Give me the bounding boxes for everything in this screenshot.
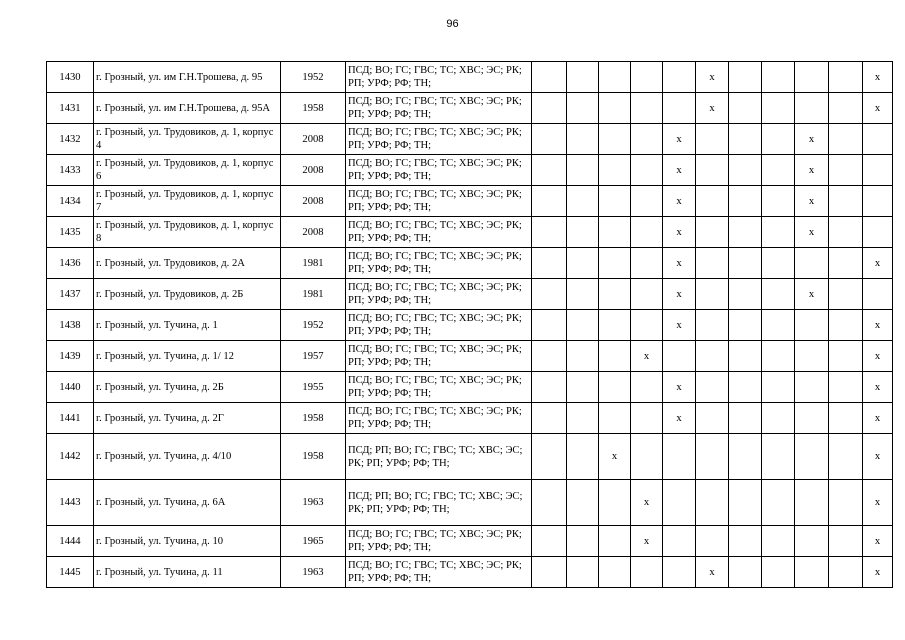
works-list-cell: ПСД; ВО; ГС; ГВС; ТС; ХВС; ЭС; РК; РП; УРФ; РФ; ТН; xyxy=(346,557,532,588)
mark-cell xyxy=(599,217,631,248)
table-row xyxy=(47,403,893,434)
mark-cell xyxy=(762,93,795,124)
mark-cell xyxy=(729,217,762,248)
page-number: 96 xyxy=(446,18,459,30)
mark-cell: x xyxy=(696,62,729,93)
mark-cell xyxy=(696,310,729,341)
address-cell: г. Грозный, ул. Трудовиков, д. 1, корпус 7 xyxy=(94,186,281,217)
works-list-cell: ПСД; ВО; ГС; ГВС; ТС; ХВС; ЭС; РК; РП; УРФ; РФ; ТН; xyxy=(346,124,532,155)
mark-cell xyxy=(795,310,829,341)
mark-cell xyxy=(795,403,829,434)
table-row xyxy=(47,155,893,186)
mark-cell xyxy=(663,480,696,526)
mark-cell xyxy=(729,557,762,588)
mark-cell xyxy=(829,217,863,248)
mark-cell: x xyxy=(863,557,893,588)
mark-cell xyxy=(829,155,863,186)
year-cell: 1952 xyxy=(281,310,346,341)
mark-cell: x xyxy=(863,310,893,341)
table-row xyxy=(47,526,893,557)
mark-cell xyxy=(829,93,863,124)
table-row xyxy=(47,434,893,480)
mark-cell: x xyxy=(663,279,696,310)
table-row xyxy=(47,372,893,403)
mark-cell: x xyxy=(863,62,893,93)
mark-cell xyxy=(696,217,729,248)
mark-cell xyxy=(663,62,696,93)
mark-cell xyxy=(795,480,829,526)
year-cell: 1963 xyxy=(281,480,346,526)
year-cell: 1958 xyxy=(281,403,346,434)
mark-cell xyxy=(599,155,631,186)
mark-cell xyxy=(729,403,762,434)
works-list-cell: ПСД; ВО; ГС; ГВС; ТС; ХВС; ЭС; РК; РП; УРФ; РФ; ТН; xyxy=(346,372,532,403)
mark-cell: x xyxy=(663,248,696,279)
mark-cell xyxy=(762,186,795,217)
mark-cell xyxy=(729,434,762,480)
mark-cell xyxy=(631,217,663,248)
mark-cell xyxy=(599,403,631,434)
mark-cell: x xyxy=(696,557,729,588)
table-row xyxy=(47,248,893,279)
mark-cell: x xyxy=(696,93,729,124)
row-number-cell: 1440 xyxy=(47,372,94,403)
mark-cell: x xyxy=(863,372,893,403)
mark-cell xyxy=(863,217,893,248)
mark-cell xyxy=(532,124,567,155)
mark-cell xyxy=(532,310,567,341)
works-list-cell: ПСД; ВО; ГС; ГВС; ТС; ХВС; ЭС; РК; РП; УРФ; РФ; ТН; xyxy=(346,93,532,124)
row-number-cell: 1433 xyxy=(47,155,94,186)
mark-cell xyxy=(663,557,696,588)
year-cell: 2008 xyxy=(281,186,346,217)
mark-cell: x xyxy=(663,372,696,403)
mark-cell xyxy=(829,557,863,588)
mark-cell xyxy=(795,557,829,588)
row-number-cell: 1445 xyxy=(47,557,94,588)
mark-cell: x xyxy=(663,124,696,155)
mark-cell: x xyxy=(863,434,893,480)
mark-cell xyxy=(663,93,696,124)
address-cell: г. Грозный, ул. Тучина, д. 10 xyxy=(94,526,281,557)
address-cell: г. Грозный, ул. Тучина, д. 1/ 12 xyxy=(94,341,281,372)
year-cell: 1965 xyxy=(281,526,346,557)
mark-cell: x xyxy=(863,526,893,557)
mark-cell xyxy=(532,372,567,403)
table-row xyxy=(47,480,893,526)
mark-cell xyxy=(795,526,829,557)
mark-cell xyxy=(829,341,863,372)
works-list-cell: ПСД; ВО; ГС; ГВС; ТС; ХВС; ЭС; РК; РП; УРФ; РФ; ТН; xyxy=(346,310,532,341)
year-cell: 2008 xyxy=(281,217,346,248)
mark-cell xyxy=(762,279,795,310)
mark-cell xyxy=(631,62,663,93)
mark-cell xyxy=(696,155,729,186)
mark-cell: x xyxy=(795,124,829,155)
row-number-cell: 1435 xyxy=(47,217,94,248)
table-row xyxy=(47,557,893,588)
mark-cell xyxy=(599,279,631,310)
mark-cell xyxy=(532,279,567,310)
mark-cell xyxy=(762,403,795,434)
mark-cell xyxy=(631,434,663,480)
mark-cell xyxy=(762,434,795,480)
mark-cell xyxy=(567,434,599,480)
mark-cell xyxy=(567,341,599,372)
mark-cell xyxy=(762,124,795,155)
mark-cell xyxy=(795,248,829,279)
mark-cell: x xyxy=(663,186,696,217)
table-row xyxy=(47,217,893,248)
year-cell: 1955 xyxy=(281,372,346,403)
address-cell: г. Грозный, ул. Тучина, д. 6А xyxy=(94,480,281,526)
mark-cell xyxy=(599,372,631,403)
mark-cell xyxy=(729,93,762,124)
mark-cell xyxy=(762,310,795,341)
mark-cell xyxy=(795,372,829,403)
mark-cell xyxy=(567,526,599,557)
mark-cell xyxy=(532,480,567,526)
mark-cell xyxy=(729,310,762,341)
mark-cell xyxy=(795,434,829,480)
mark-cell xyxy=(863,186,893,217)
mark-cell: x xyxy=(863,341,893,372)
works-list-cell: ПСД; ВО; ГС; ГВС; ТС; ХВС; ЭС; РК; РП; УРФ; РФ; ТН; xyxy=(346,279,532,310)
mark-cell xyxy=(829,372,863,403)
mark-cell xyxy=(599,124,631,155)
mark-cell xyxy=(532,557,567,588)
mark-cell xyxy=(762,526,795,557)
mark-cell: x xyxy=(663,217,696,248)
mark-cell xyxy=(532,155,567,186)
year-cell: 1963 xyxy=(281,557,346,588)
row-number-cell: 1442 xyxy=(47,434,94,480)
mark-cell: x xyxy=(631,480,663,526)
mark-cell xyxy=(729,372,762,403)
mark-cell: x xyxy=(631,341,663,372)
mark-cell xyxy=(567,372,599,403)
mark-cell: x xyxy=(795,186,829,217)
mark-cell xyxy=(663,526,696,557)
mark-cell xyxy=(599,186,631,217)
table-row xyxy=(47,341,893,372)
row-number-cell: 1432 xyxy=(47,124,94,155)
mark-cell xyxy=(532,434,567,480)
mark-cell xyxy=(631,279,663,310)
works-list-cell: ПСД; ВО; ГС; ГВС; ТС; ХВС; ЭС; РК; РП; УРФ; РФ; ТН; xyxy=(346,186,532,217)
year-cell: 1957 xyxy=(281,341,346,372)
mark-cell xyxy=(567,557,599,588)
mark-cell xyxy=(532,403,567,434)
mark-cell xyxy=(696,341,729,372)
row-number-cell: 1434 xyxy=(47,186,94,217)
mark-cell xyxy=(829,279,863,310)
works-list-cell: ПСД; ВО; ГС; ГВС; ТС; ХВС; ЭС; РК; РП; УРФ; РФ; ТН; xyxy=(346,341,532,372)
mark-cell: x xyxy=(863,403,893,434)
row-number-cell: 1441 xyxy=(47,403,94,434)
mark-cell xyxy=(762,217,795,248)
table-row xyxy=(47,62,893,93)
address-cell: г. Грозный, ул. Тучина, д. 11 xyxy=(94,557,281,588)
mark-cell xyxy=(532,93,567,124)
mark-cell xyxy=(567,403,599,434)
mark-cell xyxy=(729,526,762,557)
mark-cell xyxy=(567,248,599,279)
works-list-cell: ПСД; РП; ВО; ГС; ГВС; ТС; ХВС; ЭС; РК; РП; УРФ; РФ; ТН; xyxy=(346,480,532,526)
mark-cell: x xyxy=(795,217,829,248)
mark-cell xyxy=(567,310,599,341)
mark-cell xyxy=(631,93,663,124)
table-row xyxy=(47,310,893,341)
mark-cell xyxy=(599,248,631,279)
mark-cell xyxy=(762,248,795,279)
row-number-cell: 1444 xyxy=(47,526,94,557)
mark-cell xyxy=(829,186,863,217)
mark-cell xyxy=(532,186,567,217)
row-number-cell: 1443 xyxy=(47,480,94,526)
mark-cell xyxy=(567,217,599,248)
table-row xyxy=(47,124,893,155)
mark-cell xyxy=(729,62,762,93)
mark-cell xyxy=(795,62,829,93)
mark-cell xyxy=(762,155,795,186)
year-cell: 1952 xyxy=(281,62,346,93)
year-cell: 2008 xyxy=(281,124,346,155)
mark-cell xyxy=(863,155,893,186)
mark-cell xyxy=(567,155,599,186)
mark-cell: x xyxy=(863,93,893,124)
mark-cell xyxy=(599,557,631,588)
mark-cell xyxy=(599,93,631,124)
row-number-cell: 1437 xyxy=(47,279,94,310)
mark-cell: x xyxy=(795,279,829,310)
mark-cell xyxy=(696,480,729,526)
mark-cell xyxy=(762,372,795,403)
mark-cell xyxy=(729,480,762,526)
row-number-cell: 1430 xyxy=(47,62,94,93)
row-number-cell: 1438 xyxy=(47,310,94,341)
mark-cell xyxy=(696,434,729,480)
mark-cell xyxy=(599,341,631,372)
mark-cell xyxy=(631,310,663,341)
mark-cell xyxy=(567,480,599,526)
works-list-cell: ПСД; РП; ВО; ГС; ГВС; ТС; ХВС; ЭС; РК; РП; УРФ; РФ; ТН; xyxy=(346,434,532,480)
mark-cell xyxy=(762,341,795,372)
mark-cell: x xyxy=(663,403,696,434)
mark-cell xyxy=(729,248,762,279)
works-list-cell: ПСД; ВО; ГС; ГВС; ТС; ХВС; ЭС; РК; РП; УРФ; РФ; ТН; xyxy=(346,62,532,93)
works-list-cell: ПСД; ВО; ГС; ГВС; ТС; ХВС; ЭС; РК; РП; УРФ; РФ; ТН; xyxy=(346,526,532,557)
mark-cell xyxy=(663,341,696,372)
year-cell: 1958 xyxy=(281,434,346,480)
mark-cell xyxy=(567,186,599,217)
mark-cell xyxy=(829,434,863,480)
address-cell: г. Грозный, ул. Тучина, д. 2Г xyxy=(94,403,281,434)
mark-cell xyxy=(729,155,762,186)
address-cell: г. Грозный, ул. Трудовиков, д. 1, корпус 4 xyxy=(94,124,281,155)
year-cell: 2008 xyxy=(281,155,346,186)
table-row xyxy=(47,186,893,217)
mark-cell: x xyxy=(663,155,696,186)
mark-cell xyxy=(795,93,829,124)
registry-table xyxy=(46,61,893,588)
mark-cell xyxy=(631,155,663,186)
mark-cell xyxy=(567,62,599,93)
mark-cell xyxy=(696,526,729,557)
mark-cell xyxy=(567,279,599,310)
mark-cell xyxy=(532,62,567,93)
mark-cell xyxy=(663,434,696,480)
mark-cell xyxy=(729,186,762,217)
mark-cell xyxy=(631,186,663,217)
mark-cell xyxy=(762,557,795,588)
mark-cell xyxy=(631,403,663,434)
mark-cell xyxy=(532,341,567,372)
mark-cell: x xyxy=(599,434,631,480)
table-row xyxy=(47,279,893,310)
mark-cell xyxy=(729,279,762,310)
mark-cell: x xyxy=(663,310,696,341)
address-cell: г. Грозный, ул. Трудовиков, д. 1, корпус 8 xyxy=(94,217,281,248)
mark-cell xyxy=(631,248,663,279)
address-cell: г. Грозный, ул. Трудовиков, д. 1, корпус 6 xyxy=(94,155,281,186)
mark-cell: x xyxy=(795,155,829,186)
mark-cell xyxy=(762,62,795,93)
table-body xyxy=(47,62,893,588)
mark-cell xyxy=(696,186,729,217)
mark-cell xyxy=(829,124,863,155)
mark-cell xyxy=(829,310,863,341)
address-cell: г. Грозный, ул. им Г.Н.Трошева, д. 95 xyxy=(94,62,281,93)
address-cell: г. Грозный, ул. Тучина, д. 1 xyxy=(94,310,281,341)
mark-cell xyxy=(729,124,762,155)
mark-cell: x xyxy=(863,480,893,526)
works-list-cell: ПСД; ВО; ГС; ГВС; ТС; ХВС; ЭС; РК; РП; УРФ; РФ; ТН; xyxy=(346,248,532,279)
mark-cell xyxy=(599,310,631,341)
works-list-cell: ПСД; ВО; ГС; ГВС; ТС; ХВС; ЭС; РК; РП; УРФ; РФ; ТН; xyxy=(346,217,532,248)
address-cell: г. Грозный, ул. им Г.Н.Трошева, д. 95А xyxy=(94,93,281,124)
mark-cell xyxy=(532,248,567,279)
year-cell: 1981 xyxy=(281,279,346,310)
mark-cell: x xyxy=(631,526,663,557)
row-number-cell: 1439 xyxy=(47,341,94,372)
mark-cell xyxy=(599,526,631,557)
mark-cell xyxy=(567,93,599,124)
address-cell: г. Грозный, ул. Трудовиков, д. 2Б xyxy=(94,279,281,310)
mark-cell: x xyxy=(863,248,893,279)
mark-cell xyxy=(863,279,893,310)
mark-cell xyxy=(696,372,729,403)
mark-cell xyxy=(532,217,567,248)
mark-cell xyxy=(696,248,729,279)
year-cell: 1981 xyxy=(281,248,346,279)
mark-cell xyxy=(829,526,863,557)
mark-cell xyxy=(696,279,729,310)
mark-cell xyxy=(829,248,863,279)
address-cell: г. Грозный, ул. Тучина, д. 4/10 xyxy=(94,434,281,480)
mark-cell xyxy=(631,557,663,588)
mark-cell xyxy=(567,124,599,155)
mark-cell xyxy=(863,124,893,155)
mark-cell xyxy=(696,403,729,434)
row-number-cell: 1436 xyxy=(47,248,94,279)
address-cell: г. Грозный, ул. Тучина, д. 2Б xyxy=(94,372,281,403)
mark-cell xyxy=(532,526,567,557)
mark-cell xyxy=(829,403,863,434)
mark-cell xyxy=(829,480,863,526)
mark-cell xyxy=(762,480,795,526)
mark-cell xyxy=(795,341,829,372)
mark-cell xyxy=(599,480,631,526)
mark-cell xyxy=(696,124,729,155)
address-cell: г. Грозный, ул. Трудовиков, д. 2А xyxy=(94,248,281,279)
mark-cell xyxy=(631,124,663,155)
mark-cell xyxy=(631,372,663,403)
mark-cell xyxy=(599,62,631,93)
table-row xyxy=(47,93,893,124)
works-list-cell: ПСД; ВО; ГС; ГВС; ТС; ХВС; ЭС; РК; РП; УРФ; РФ; ТН; xyxy=(346,155,532,186)
year-cell: 1958 xyxy=(281,93,346,124)
mark-cell xyxy=(729,341,762,372)
row-number-cell: 1431 xyxy=(47,93,94,124)
works-list-cell: ПСД; ВО; ГС; ГВС; ТС; ХВС; ЭС; РК; РП; УРФ; РФ; ТН; xyxy=(346,403,532,434)
mark-cell xyxy=(829,62,863,93)
